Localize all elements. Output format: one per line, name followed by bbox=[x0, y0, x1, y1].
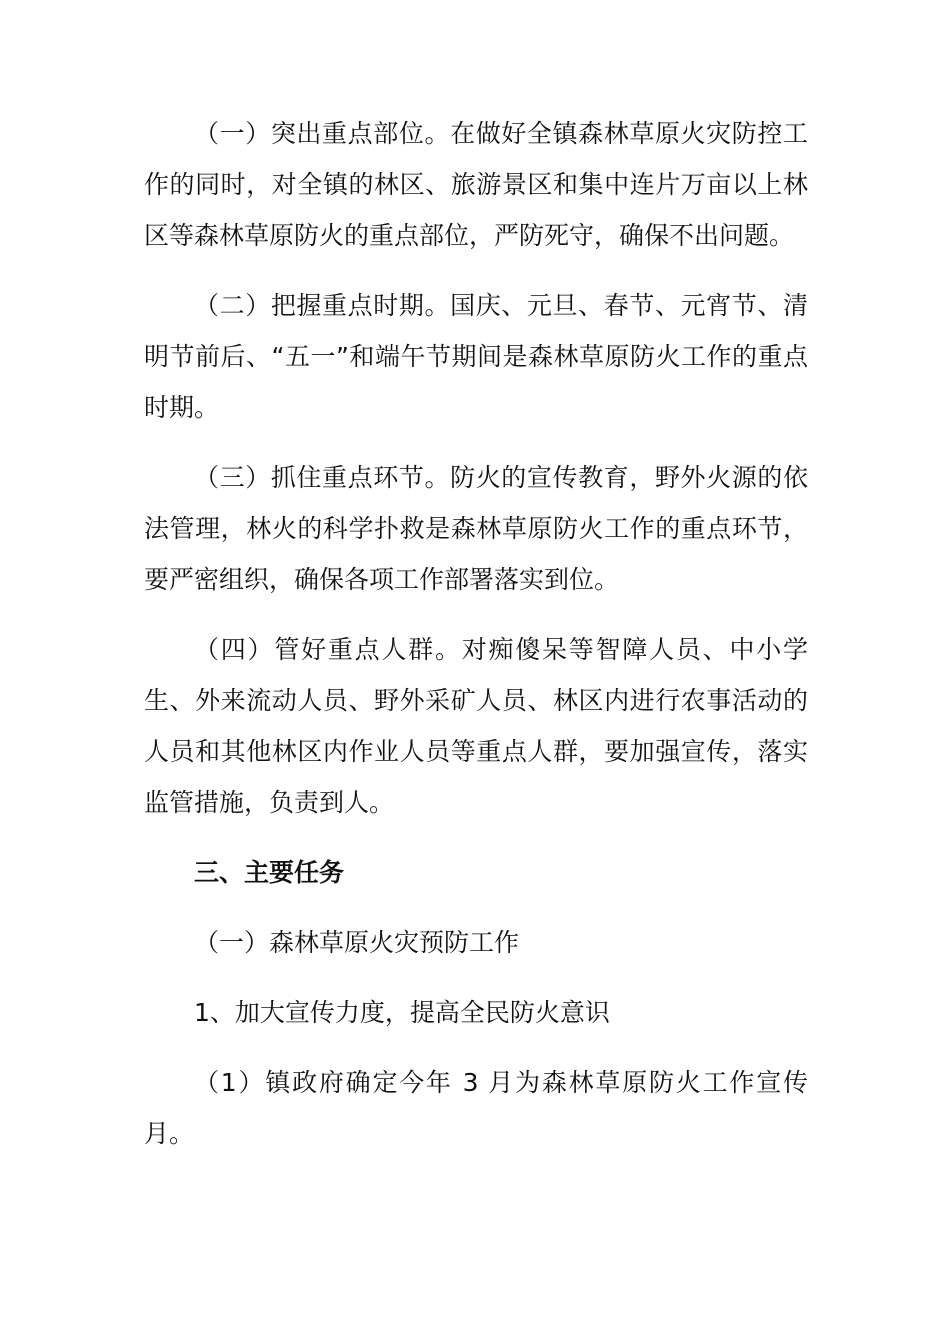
paragraph-key-periods: （二）把握重点时期。国庆、元旦、春节、元宵节、清明节前后、“五一”和端午节期间是森林草原防火工作的重点时期。 bbox=[144, 291, 808, 422]
paragraph-gap bbox=[144, 828, 808, 847]
paragraph-gap bbox=[144, 1038, 808, 1057]
paragraph-gap bbox=[144, 433, 808, 452]
document-body bbox=[144, 108, 808, 1159]
paragraph-gap bbox=[144, 898, 808, 917]
section-heading: 三、主要任务 bbox=[194, 858, 345, 887]
paragraph-key-links: （三）抓住重点环节。防火的宣传教育，野外火源的依法管理，林火的科学扑救是森林草原防火工作的重点环节，要严密组织，确保各项工作部署落实到位。 bbox=[144, 463, 808, 594]
sub-heading: （一）森林草原火灾预防工作 bbox=[194, 928, 520, 957]
item-text: （1）镇政府确定今年 3 月为森林草原防火工作宣传月。 bbox=[144, 1068, 808, 1148]
paragraph-gap bbox=[144, 968, 808, 987]
paragraph-gap bbox=[144, 261, 808, 280]
paragraph-key-groups: （四）管好重点人群。对痴傻呆等智障人员、中小学生、外来流动人员、野外采矿人员、林区内进行农事活动的人员和其他林区内作业人员等重点人群，要加强宣传，落实监管措施，负责到人。 bbox=[144, 635, 808, 817]
paragraph-key-locations: （一）突出重点部位。在做好全镇森林草原火灾防控工作的同时，对全镇的林区、旅游景区和集中连片万亩以上林区等森林草原防火的重点部位，严防死守，确保不出问题。 bbox=[144, 119, 808, 250]
item-heading: 1、加大宣传力度，提高全民防火意识 bbox=[194, 998, 610, 1027]
paragraph-gap bbox=[144, 605, 808, 624]
